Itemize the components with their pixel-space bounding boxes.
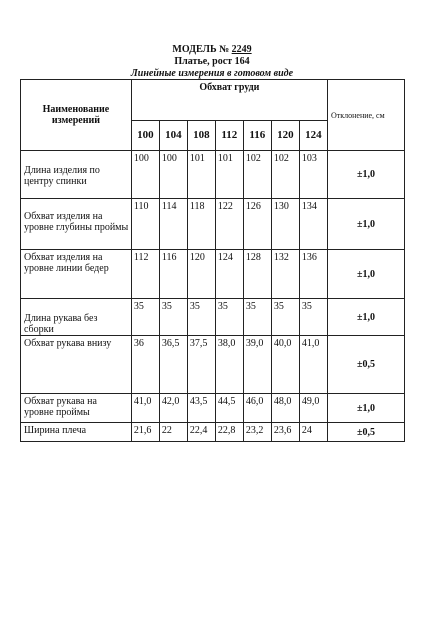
table-cell: 100: [159, 151, 187, 199]
table-cell: 35: [299, 299, 327, 336]
table-cell: 130: [271, 199, 299, 250]
table-cell: 35: [187, 299, 215, 336]
size-header: 100: [131, 121, 159, 151]
table-cell: 48,0: [271, 394, 299, 423]
measurement-name: [21, 151, 132, 199]
table-cell: 42,0: [159, 394, 187, 423]
model-label: МОДЕЛЬ №: [172, 44, 230, 55]
measurement-name: Длина рукава без сборки: [21, 299, 132, 336]
measurement-name: Обхват изделия на уровне линии бедер: [21, 250, 132, 299]
table-cell: 102: [271, 151, 299, 199]
table-cell: 40,0: [271, 336, 299, 394]
table-cell: 112: [131, 250, 159, 299]
table-cell: 35: [271, 299, 299, 336]
table-cell: 118: [187, 199, 215, 250]
measurement-name: Обхват рукава на уровне проймы: [21, 394, 132, 423]
table-cell: 22: [159, 423, 187, 442]
table-cell: 23,2: [243, 423, 271, 442]
table-row: [21, 423, 405, 442]
table-cell: 41,0: [299, 336, 327, 394]
table-cell: 110: [131, 199, 159, 250]
table-cell: 21,6: [131, 423, 159, 442]
table-cell: 22,4: [187, 423, 215, 442]
model-number: 2249: [231, 44, 252, 55]
name-column-header: Наименование измерений: [21, 80, 132, 151]
table-cell: 36,5: [159, 336, 187, 394]
table-cell: 120: [187, 250, 215, 299]
table-cell: 103: [299, 151, 327, 199]
table-cell: 134: [299, 199, 327, 250]
table-cell: 43,5: [187, 394, 215, 423]
deviation-column-header: Отклонение, см: [327, 80, 404, 151]
table-cell: 38,0: [215, 336, 243, 394]
table-cell: 101: [187, 151, 215, 199]
table-row: [21, 151, 405, 199]
table-cell: 39,0: [243, 336, 271, 394]
table-row: [21, 199, 405, 250]
deviation-cell: ±0,5: [327, 336, 404, 394]
table-cell: 114: [159, 199, 187, 250]
table-cell: 22,8: [215, 423, 243, 442]
size-header: 112: [215, 121, 243, 151]
table-cell: 23,6: [271, 423, 299, 442]
table-cell: 116: [159, 250, 187, 299]
size-header: 108: [187, 121, 215, 151]
table-cell: 128: [243, 250, 271, 299]
table-cell: 35: [159, 299, 187, 336]
table-cell: 132: [271, 250, 299, 299]
table-cell: 100: [131, 151, 159, 199]
measurement-name: Обхват изделия на уровне глубины проймы: [21, 199, 132, 250]
size-header: 120: [271, 121, 299, 151]
table-cell: 41,0: [131, 394, 159, 423]
model-title: [0, 44, 424, 56]
table-cell: 37,5: [187, 336, 215, 394]
size-header: 116: [243, 121, 271, 151]
deviation-cell: ±1,0: [327, 250, 404, 299]
deviation-cell: ±1,0: [327, 299, 404, 336]
measurement-name: Ширина плеча: [21, 423, 132, 442]
table-cell: 126: [243, 199, 271, 250]
table-cell: 49,0: [299, 394, 327, 423]
table-cell: 35: [243, 299, 271, 336]
table-row: [21, 394, 405, 423]
table-cell: 101: [215, 151, 243, 199]
deviation-cell: ±1,0: [327, 394, 404, 423]
table-cell: 136: [299, 250, 327, 299]
table-cell: 102: [243, 151, 271, 199]
table-cell: 35: [215, 299, 243, 336]
table-cell: 46,0: [243, 394, 271, 423]
measurement-name: Обхват рукава внизу: [21, 336, 132, 394]
table-cell: 35: [131, 299, 159, 336]
table-cell: 122: [215, 199, 243, 250]
table-cell: 36: [131, 336, 159, 394]
size-header: 124: [299, 121, 327, 151]
deviation-cell: ±1,0: [327, 199, 404, 250]
table-cell: 44,5: [215, 394, 243, 423]
table-row: [21, 299, 405, 336]
table-row: [21, 250, 405, 299]
size-header: 104: [159, 121, 187, 151]
table-caption: Линейные измерения в готовом виде: [130, 68, 294, 79]
measurement-name-text: Длина изделия по центру спинки: [24, 165, 100, 187]
chest-girth-header: Обхват груди: [131, 80, 327, 121]
deviation-cell: ±1,0: [327, 151, 404, 199]
table-cell: 24: [299, 423, 327, 442]
product-subtitle: Платье, рост 164: [174, 56, 250, 67]
deviation-cell: ±0,5: [327, 423, 404, 442]
measurements-table: [20, 79, 405, 442]
table-row: [21, 336, 405, 394]
table-cell: 124: [215, 250, 243, 299]
